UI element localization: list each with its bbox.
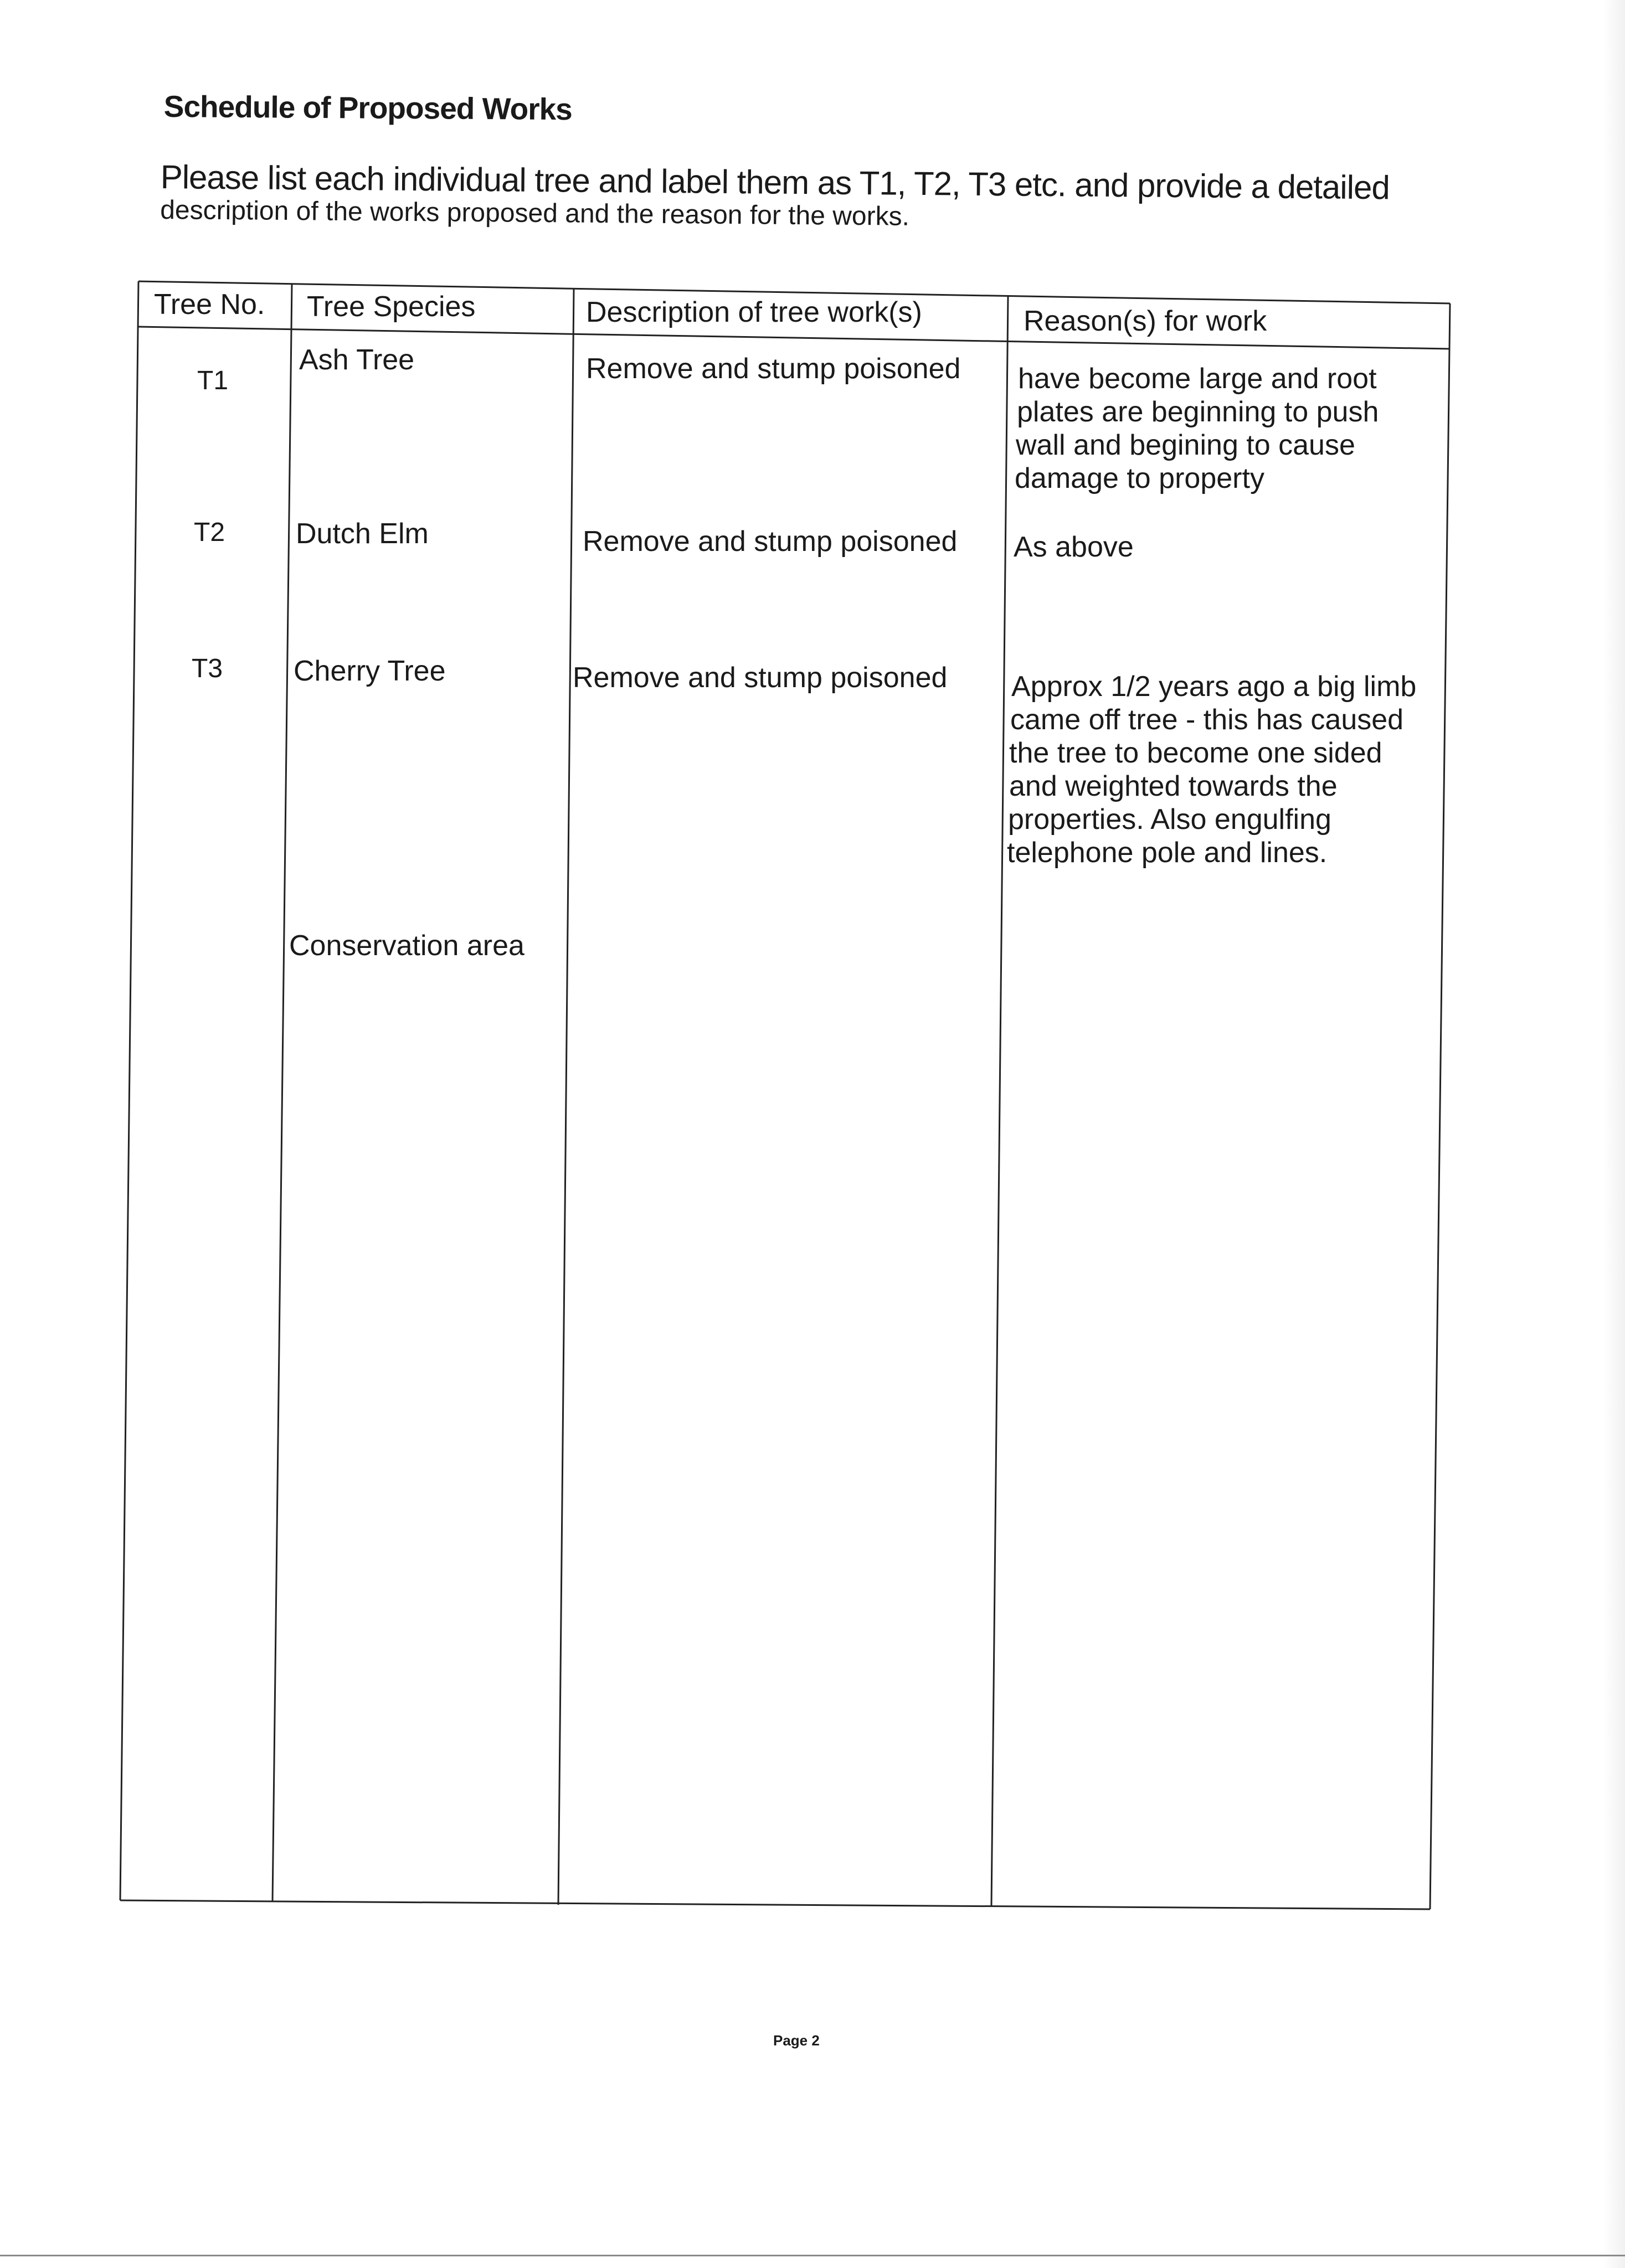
row-3-reason-line-6: telephone pole and lines. xyxy=(1007,837,1328,869)
row-1-reason-line-1: have become large and root xyxy=(1018,363,1377,395)
row-3-tree-no: T3 xyxy=(192,654,223,683)
column-divider-2 xyxy=(558,289,574,1905)
row-1-species: Ash Tree xyxy=(299,344,415,376)
row-3-reason-line-3: the tree to become one sided xyxy=(1009,737,1382,769)
header-tree-species: Tree Species xyxy=(307,291,476,323)
table-left-border xyxy=(120,281,138,1900)
instructions-line-2: description of the works proposed and the reason for the works. xyxy=(160,195,910,231)
row-2-reason-line-1: As above xyxy=(1014,531,1134,563)
instructions-line-1: Please list each individual tree and label them as T1, T2, T3 etc. and provide a detailed xyxy=(160,158,1390,207)
row-1-reason-line-2: plates are beginning to push xyxy=(1017,396,1379,428)
column-divider-3 xyxy=(991,297,1008,1906)
row-3-reason-line-1: Approx 1/2 years ago a big limb xyxy=(1011,671,1417,703)
row-2-species: Dutch Elm xyxy=(296,518,429,550)
conservation-area-note: Conservation area xyxy=(289,930,524,962)
row-3-species: Cherry Tree xyxy=(294,655,446,687)
row-1-reason-line-4: damage to property xyxy=(1015,462,1264,494)
row-1-reason-line-3: wall and begining to cause xyxy=(1016,429,1355,461)
row-3-description: Remove and stump poisoned xyxy=(573,662,948,694)
row-3-reason-line-4: and weighted towards the xyxy=(1009,770,1338,802)
row-1-tree-no: T1 xyxy=(197,366,229,395)
row-3-reason-line-2: came off tree - this has caused xyxy=(1010,704,1404,736)
column-divider-1 xyxy=(272,284,292,1901)
row-2-description: Remove and stump poisoned xyxy=(583,525,958,558)
table-right-border xyxy=(1430,303,1450,1909)
page-number: Page 2 xyxy=(773,2032,820,2049)
row-1-description: Remove and stump poisoned xyxy=(586,353,961,385)
header-reason: Reason(s) for work xyxy=(1024,305,1267,337)
header-tree-no: Tree No. xyxy=(154,288,265,321)
bottom-scan-line xyxy=(0,2255,1625,2256)
table-bottom-border xyxy=(120,1900,1430,1909)
row-3-reason-line-5: properties. Also engulfing xyxy=(1008,803,1331,836)
page-title: Schedule of Proposed Works xyxy=(163,89,573,127)
header-description: Description of tree work(s) xyxy=(586,296,922,328)
row-2-tree-no: T2 xyxy=(194,518,225,547)
